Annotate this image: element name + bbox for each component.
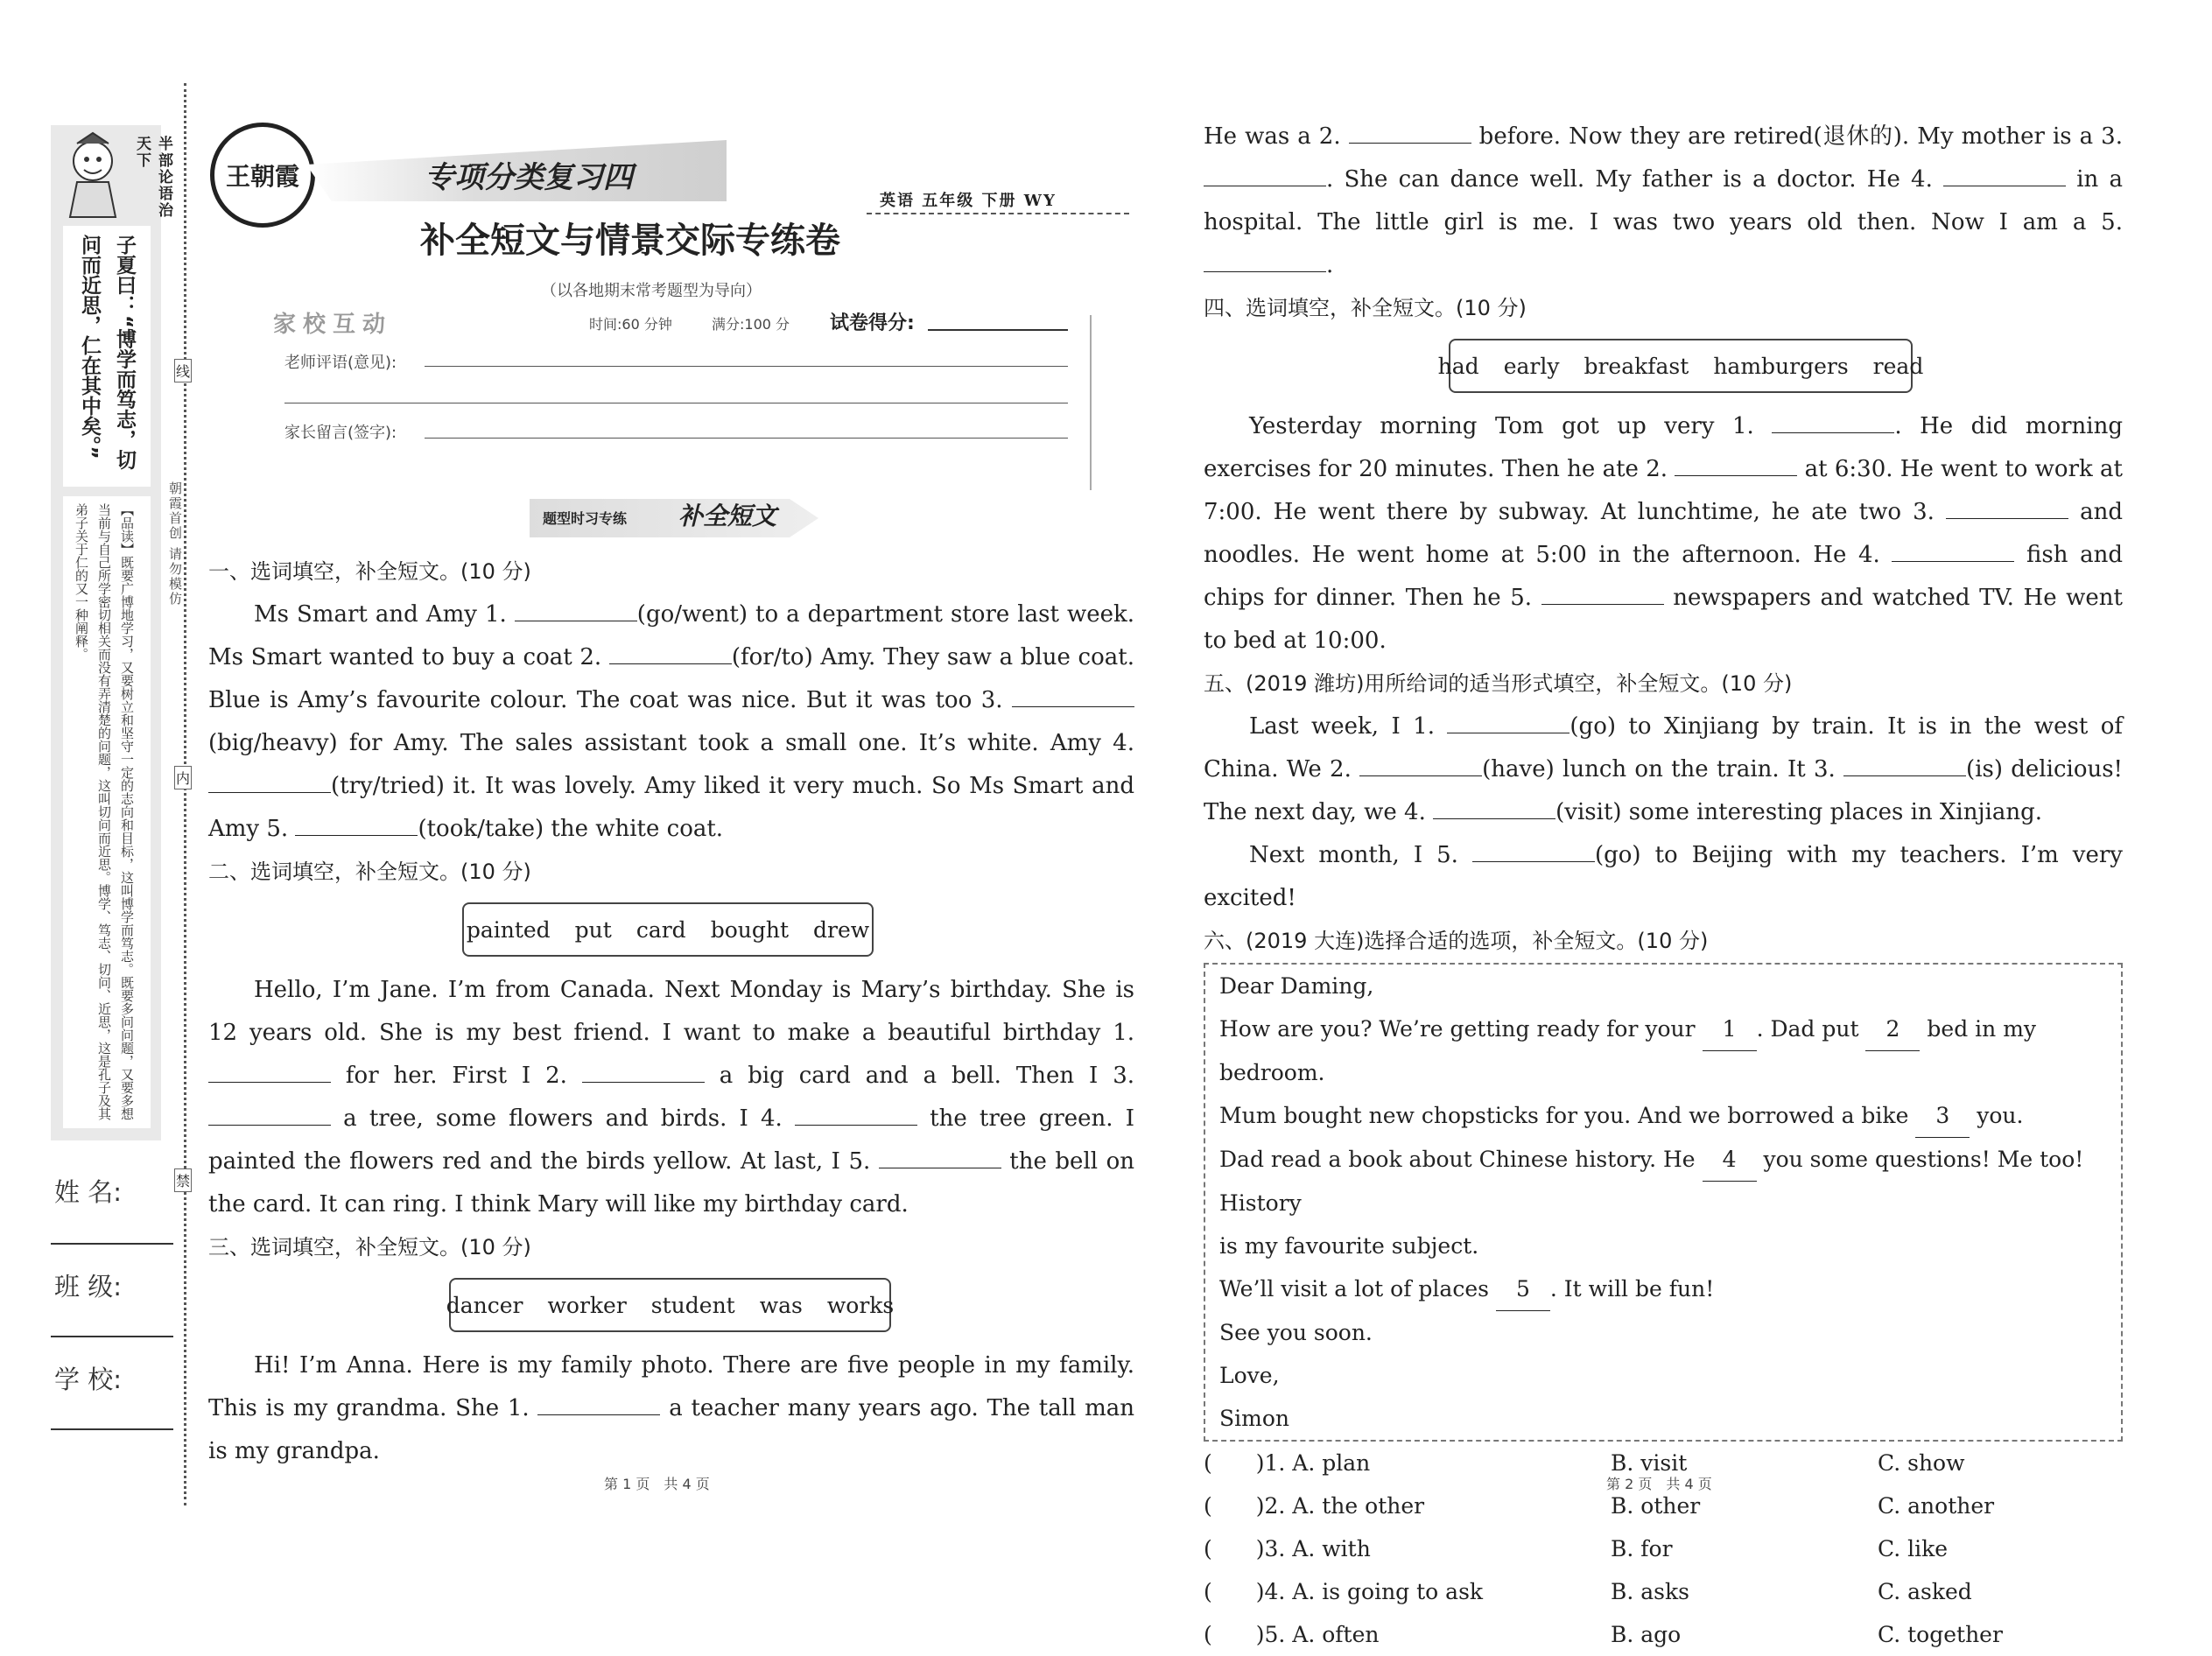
word: hamburgers: [1713, 353, 1849, 379]
blank-3[interactable]: [1843, 759, 1966, 776]
section-4-passage: [1204, 405, 2123, 663]
word: put: [574, 916, 612, 943]
letter-line-3: [1219, 1138, 2107, 1224]
letter-signature: Simon: [1219, 1406, 1289, 1431]
section-3-passage-a: [208, 1344, 1134, 1473]
left-page-content: [208, 551, 1134, 1473]
word: early: [1503, 353, 1560, 379]
section-4-title: 四、选词填空，补全短文。(10 分): [1204, 296, 1527, 320]
option-b[interactable]: B. visit: [1611, 1450, 1688, 1476]
word: worker: [547, 1292, 627, 1318]
letter-text: We’ll visit a lot of places: [1219, 1276, 1496, 1302]
section-1-title: 一、选词填空，补全短文。(10 分): [208, 559, 531, 584]
blank-1[interactable]: [537, 1398, 660, 1415]
letter-line-7: Love,: [1219, 1363, 1280, 1388]
blank-2[interactable]: [1359, 759, 1482, 776]
name-field[interactable]: [51, 1243, 173, 1245]
tags-underline: [867, 213, 1129, 214]
option-row: [1204, 1527, 2123, 1570]
page-title: 补全短文与情景交际专练卷: [420, 220, 840, 261]
section-6-title: 六、(2019 大连)选择合适的选项，补全短文。(10 分): [1204, 929, 1709, 953]
passage-text: a tree, some flowers and birds. I 4.: [331, 1105, 795, 1132]
banner-small-text: 题型时习专练: [543, 510, 628, 527]
passage-text: (try/tried) it. It was lovely. Amy liked it very much. So Ms Smart and Amy 5.: [208, 773, 1134, 842]
blank-1[interactable]: [208, 1065, 331, 1083]
blank-5[interactable]: [1204, 255, 1326, 272]
passage-text: in a hospital. The little girl is me. I was two years old then. Now I am a 5.: [1204, 166, 2123, 235]
blank-4[interactable]: [795, 1108, 917, 1126]
option-c[interactable]: C. another: [1878, 1493, 1995, 1519]
jiaxiao-label: 家校互动: [273, 312, 393, 338]
blank-5[interactable]: [1541, 587, 1664, 605]
option-b[interactable]: B. other: [1611, 1493, 1701, 1519]
section-1-passage: [208, 593, 1134, 851]
score-label: 试卷得分:: [830, 312, 915, 334]
passage-text: Last week, I 1.: [1249, 713, 1448, 740]
page-number-2: 第 2 页 共 4 页: [1606, 1476, 1712, 1492]
blank-2[interactable]: [1349, 126, 1471, 144]
blank-4[interactable]: [1892, 544, 2014, 562]
passage-text: Next month, I 5.: [1249, 842, 1472, 868]
word: student: [650, 1292, 735, 1318]
section-3-title: 三、选词填空，补全短文。(10 分): [208, 1235, 531, 1260]
blank-3[interactable]: [208, 1108, 331, 1126]
section-5-passage-a: [1204, 705, 2123, 834]
option-row: [1204, 1570, 2123, 1613]
blank-1[interactable]: [1772, 416, 1894, 433]
letter-text: Mum bought new chopsticks for you. And we borrowed a bike: [1219, 1103, 1916, 1128]
option-c[interactable]: C. show: [1878, 1450, 1965, 1476]
passage-text: and noodles. He went home at 5:00 in the afternoon. He 4.: [1204, 499, 2123, 568]
name-label: 姓 名:: [54, 1177, 122, 1207]
mascot-figure: [58, 131, 137, 219]
right-page-content: [1204, 116, 2123, 1656]
passage-text: (for/to) Amy. They saw a blue coat. Blue is Amy’s favourite colour. The coat was nice. But it was too 3.: [208, 644, 1134, 713]
parent-comment-field[interactable]: [425, 438, 1068, 439]
passage-text: Hi! I’m Anna. Here is my family photo. There are five people in my family. This is my grandma. She 1.: [208, 1352, 1134, 1421]
blank-5[interactable]: 5: [1496, 1267, 1550, 1311]
passage-text: (took/take) the white coat.: [418, 816, 724, 842]
word: painted: [466, 916, 551, 943]
full-score-text: 满分:100 分: [712, 316, 790, 333]
passage-text: a big card and a bell. Then I 3.: [704, 1063, 1134, 1089]
blank-3[interactable]: 3: [1915, 1094, 1970, 1138]
letter-text: . It will be fun!: [1549, 1276, 1715, 1302]
letter-box: [1204, 963, 2123, 1442]
passage-text: a teacher many years ago. The tall man is my grandpa.: [208, 1395, 1134, 1464]
option-c[interactable]: C. together: [1878, 1622, 2003, 1647]
blank-5[interactable]: [1472, 845, 1595, 862]
passage-text: . She can dance well. My father is a doctor. He 4.: [1326, 166, 1944, 193]
passage-text: . He did morning exercises for 20 minutes. Then he ate 2.: [1204, 413, 2123, 482]
letter-line-1: [1219, 1007, 2107, 1094]
class-label: 班 级:: [54, 1272, 122, 1302]
blank-2[interactable]: 2: [1865, 1007, 1920, 1051]
letter-greeting: Dear Daming,: [1219, 973, 1374, 999]
word: bought: [710, 916, 790, 943]
tags-text: 英语 五年级 下册 WY: [880, 192, 1057, 210]
parent-comment-label: 家长留言(签字):: [284, 424, 397, 442]
blank-1[interactable]: 1: [1703, 1007, 1757, 1051]
letter-line-5: [1219, 1267, 2107, 1311]
motto-text: 半部论语治天下: [133, 136, 172, 219]
section-2-title: 二、选词填空，补全短文。(10 分): [208, 860, 531, 884]
blank-2[interactable]: [609, 647, 732, 664]
blank-4[interactable]: [208, 775, 331, 793]
teacher-comment-field[interactable]: [425, 366, 1068, 367]
passage-text: (go/went) to a department store last week. Ms Smart wanted to buy a coat 2.: [208, 601, 1134, 670]
section-3-passage-b: [1204, 116, 2123, 287]
letter-text: . Dad put: [1756, 1016, 1866, 1042]
subtitle: （以各地期末常考题型为导向）: [541, 282, 762, 300]
blank-1[interactable]: [1447, 716, 1569, 733]
letter-line-6: See you soon.: [1219, 1320, 1373, 1345]
option-a[interactable]: ( )4. A. is going to ask: [1204, 1579, 1484, 1604]
blank-2[interactable]: [1675, 459, 1797, 476]
explain-text: 【品读】既要广博地学习，又要树立和坚守一定的志向和目标，这叫博学而笃志。既要多问问题，又要多想当前与自己所学密切相关而没有弄清楚的问题，这叫切问而近思。博学、笃志、切问、近思，这是孔子及其弟子关于仁的又一种阐释。: [74, 503, 135, 1120]
word: drew: [813, 916, 870, 943]
letter-line-2: [1219, 1094, 2107, 1138]
section-2-word-box: [462, 902, 874, 957]
passage-text: at 6:30. He went to work at 7:00. He went there by subway. At lunchtime, he ate two 3.: [1204, 456, 2123, 525]
series-title: 专项分类复习四: [425, 160, 633, 195]
option-a[interactable]: ( )3. A. with: [1204, 1536, 1371, 1561]
seal-char-2: 内: [174, 766, 192, 789]
letter-text: How are you? We’re getting ready for your: [1219, 1016, 1703, 1042]
passage-text: fish and chips for dinner. Then he 5.: [1204, 542, 2123, 611]
option-c[interactable]: C. asked: [1878, 1579, 1972, 1604]
blank-2[interactable]: [582, 1065, 705, 1083]
passage-text: .: [1326, 252, 1334, 278]
page-number-1: 第 1 页 共 4 页: [604, 1476, 710, 1492]
option-a[interactable]: ( )5. A. often: [1204, 1622, 1380, 1647]
section-3-word-box: [446, 1278, 895, 1332]
time-text: 时间:60 分钟: [589, 316, 672, 333]
word: works: [826, 1292, 895, 1318]
word: dancer: [446, 1292, 523, 1318]
option-a[interactable]: ( )2. A. the other: [1204, 1493, 1425, 1519]
seal-char-3: 禁: [174, 1168, 192, 1192]
passage-text: the bell on the card. It can ring. I think Mary will like my birthday card.: [208, 1148, 1134, 1217]
letter-text: you some questions! Me too! History: [1219, 1147, 2084, 1216]
section-5-passage-b: [1204, 834, 2123, 920]
score-field[interactable]: [928, 329, 1068, 331]
class-field[interactable]: [51, 1336, 173, 1337]
blank-5[interactable]: [295, 818, 418, 836]
blank-1[interactable]: [515, 604, 637, 621]
blank-3[interactable]: [1204, 169, 1326, 186]
word: was: [759, 1292, 803, 1318]
blank-4[interactable]: [1943, 169, 2066, 186]
passage-text: before. Now they are retired(退休的). My mother is a 3.: [1471, 123, 2123, 150]
option-row: [1204, 1613, 2123, 1656]
passage-text: He was a 2.: [1204, 123, 1349, 150]
teacher-comment-label: 老师评语(意见):: [284, 354, 397, 372]
passage-text: (go) to Xinjiang by train. It is in the west of China. We 2.: [1204, 713, 2123, 782]
word: breakfast: [1584, 353, 1689, 379]
passage-text: Ms Smart and Amy 1.: [254, 601, 515, 628]
word: card: [636, 916, 686, 943]
section-5-title: 五、(2019 潍坊)用所给词的适当形式填空，补全短文。(10 分): [1204, 671, 1793, 696]
passage-text: (visit) some interesting places in Xinjiang.: [1555, 799, 2043, 825]
option-b[interactable]: B. for: [1611, 1536, 1673, 1561]
blank-4[interactable]: 4: [1703, 1138, 1757, 1182]
passage-text: (go) to Beijing with my teachers. I’m very excited!: [1204, 842, 2123, 911]
passage-text: newspapers and watched TV. He went to bed at 10:00.: [1204, 585, 2123, 654]
blank-3[interactable]: [1012, 690, 1134, 707]
option-b[interactable]: B. ago: [1611, 1622, 1682, 1647]
passage-text: the tree green. I painted the flowers red and the birds yellow. At last, I 5.: [208, 1105, 1134, 1175]
passage-text: for her. First I 2.: [331, 1063, 582, 1089]
school-label: 学 校:: [54, 1365, 122, 1394]
word: had: [1437, 353, 1479, 379]
school-field[interactable]: [51, 1428, 173, 1430]
letter-text: Dad read a book about Chinese history. He: [1219, 1147, 1703, 1172]
letter-text: you.: [1970, 1103, 2024, 1128]
blank-4[interactable]: [1433, 802, 1555, 819]
section-2-passage: [208, 969, 1134, 1226]
passage-text: (is) delicious! The next day, we 4.: [1204, 756, 2124, 825]
option-c[interactable]: C. like: [1878, 1536, 1949, 1561]
blank-3[interactable]: [1946, 502, 2068, 519]
passage-text: Yesterday morning Tom got up very 1.: [1249, 413, 1773, 439]
margin-notice-text: 朝霞首创 请勿模仿: [167, 481, 183, 607]
passage-text: Hello, I’m Jane. I’m from Canada. Next Monday is Mary’s birthday. She is 12 years old. She is my best friend. I want to make a beautiful birthday 1.: [208, 977, 1134, 1046]
seal-char-1: 线: [174, 359, 192, 382]
letter-text: bed in my bedroom.: [1219, 1016, 2037, 1085]
passage-text: (big/heavy) for Amy. The sales assistant took a small one. It’s white. Amy 4.: [208, 730, 1134, 756]
passage-text: (have) lunch on the train. It 3.: [1482, 756, 1844, 782]
quote-text: 子夏曰：“博学而笃志，切问而近思，仁在其中矣。”: [78, 235, 136, 470]
logo-text: 王朝霞: [225, 162, 299, 191]
letter-line-4: is my favourite subject.: [1219, 1233, 1479, 1259]
binding-dotted-line: [184, 83, 186, 1505]
banner-big-text: 补全短文: [678, 502, 777, 530]
blank-5[interactable]: [879, 1151, 1001, 1168]
option-b[interactable]: B. asks: [1611, 1579, 1689, 1604]
option-a[interactable]: ( )1. A. plan: [1204, 1450, 1371, 1476]
header-frame-line: [1090, 315, 1092, 490]
section-4-word-box: [1437, 339, 1924, 393]
brand-logo: [210, 123, 315, 228]
word: read: [1872, 353, 1924, 379]
